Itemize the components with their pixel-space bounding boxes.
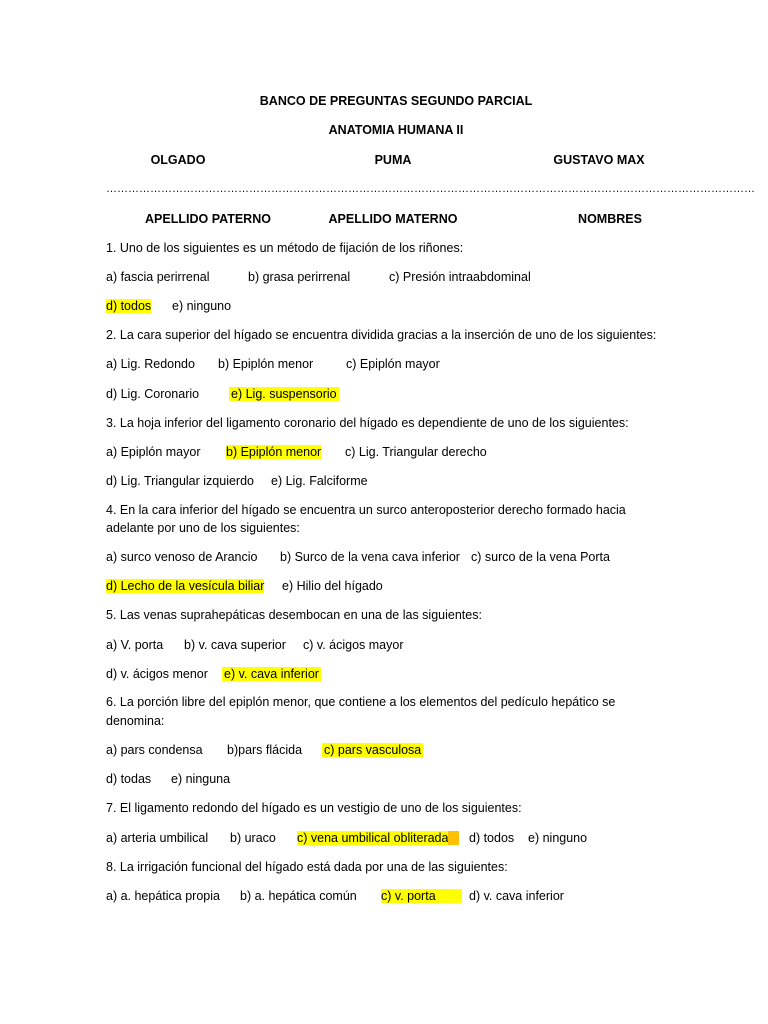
- question-3-text: 3. La hoja inferior del ligamento coronario del hígado es dependiente de uno de los siguientes:: [106, 416, 629, 430]
- q7-option-d: d) todos: [469, 831, 515, 845]
- q5-option-d: d) v. ácigos menor: [106, 667, 208, 681]
- q1-option-a: a) fascia perirrenal: [106, 270, 210, 284]
- name-nombres: GUSTAVO MAX: [553, 153, 645, 167]
- q8-option-c-answer: c) v. porta: [381, 889, 462, 903]
- q8-option-b: b) a. hepática común: [240, 889, 357, 903]
- q3-option-a: a) Epiplón mayor: [106, 445, 201, 459]
- q2-option-c: c) Epiplón mayor: [346, 357, 440, 371]
- dotted-separator: ……………………………………………………………………………………………………………………………………………………………: [106, 183, 755, 195]
- q1-option-e: e) ninguno: [172, 299, 232, 313]
- label-nombres: NOMBRES: [578, 212, 642, 226]
- question-6-text-line2: denomina:: [106, 714, 165, 728]
- question-1-text: 1. Uno de los siguientes es un método de fijación de los riñones:: [106, 241, 464, 255]
- q5-option-e-answer: e) v. cava inferior: [224, 667, 319, 681]
- question-8-text: 8. La irrigación funcional del hígado está dada por una de las siguientes:: [106, 860, 508, 874]
- q2-option-e-answer: e) Lig. suspensorio: [231, 387, 337, 401]
- q7-option-e: e) ninguno: [528, 831, 588, 845]
- q8-option-a: a) a. hepática propia: [106, 889, 220, 903]
- q2-option-d: d) Lig. Coronario: [106, 387, 200, 401]
- question-2-text: 2. La cara superior del hígado se encuentra dividida gracias a la inserción de uno de los siguientes:: [106, 328, 657, 342]
- question-6-text-line1: 6. La porción libre del epiplón menor, que contiene a los elementos del pedículo hepático se: [106, 695, 616, 709]
- subject-title: ANATOMIA HUMANA II: [328, 123, 464, 137]
- question-4-text-line1: 4. En la cara inferior del hígado se encuentra un surco anteroposterior derecho formado hacia: [106, 503, 626, 517]
- label-apellido-materno: APELLIDO MATERNO: [328, 212, 458, 226]
- document-title: BANCO DE PREGUNTAS SEGUNDO PARCIAL: [259, 94, 533, 108]
- q5-option-b: b) v. cava superior: [184, 638, 286, 652]
- question-7-text: 7. El ligamento redondo del hígado es un vestigio de uno de los siguientes:: [106, 801, 522, 815]
- q5-option-a: a) V. porta: [106, 638, 164, 652]
- q6-option-d: d) todas: [106, 772, 152, 786]
- q5-option-c: c) v. ácigos mayor: [303, 638, 404, 652]
- question-5-text: 5. Las venas suprahepáticas desembocan en una de las siguientes:: [106, 608, 482, 622]
- q3-option-c: c) Lig. Triangular derecho: [345, 445, 487, 459]
- q7-option-a: a) arteria umbilical: [106, 831, 209, 845]
- name-paterno: OLGADO: [150, 153, 206, 167]
- q7-highlight-tail: [448, 831, 458, 845]
- q4-option-d-answer: d) Lecho de la vesícula biliar: [106, 579, 265, 593]
- name-materno: PUMA: [374, 153, 412, 167]
- q1-option-c: c) Presión intraabdominal: [389, 270, 531, 284]
- q2-option-a: a) Lig. Redondo: [106, 357, 195, 371]
- q2-option-b: b) Epiplón menor: [218, 357, 314, 371]
- q6-option-a: a) pars condensa: [106, 743, 203, 757]
- q7-option-b: b) uraco: [230, 831, 276, 845]
- q8-option-d: d) v. cava inferior: [469, 889, 564, 903]
- question-4-text-line2: adelante por uno de los siguientes:: [106, 521, 300, 535]
- q1-option-d-answer: d) todos: [106, 299, 152, 313]
- q4-option-e: e) Hilio del hígado: [282, 579, 383, 593]
- label-apellido-paterno: APELLIDO PATERNO: [145, 212, 271, 226]
- q3-option-b-answer: b) Epiplón menor: [226, 445, 322, 459]
- q4-option-a: a) surco venoso de Arancio: [106, 550, 258, 564]
- q4-option-b: b) Surco de la vena cava inferior: [280, 550, 460, 564]
- q3-option-d: d) Lig. Triangular izquierdo: [106, 474, 254, 488]
- q7-option-c-answer: c) vena umbilical obliterada: [297, 831, 449, 845]
- q4-option-c: c) surco de la vena Porta: [471, 550, 610, 564]
- q6-option-c-answer: c) pars vasculosa: [324, 743, 422, 757]
- q3-option-e: e) Lig. Falciforme: [271, 474, 368, 488]
- q6-option-e: e) ninguna: [171, 772, 231, 786]
- q1-option-b: b) grasa perirrenal: [248, 270, 351, 284]
- q6-option-b: b)pars flácida: [227, 743, 303, 757]
